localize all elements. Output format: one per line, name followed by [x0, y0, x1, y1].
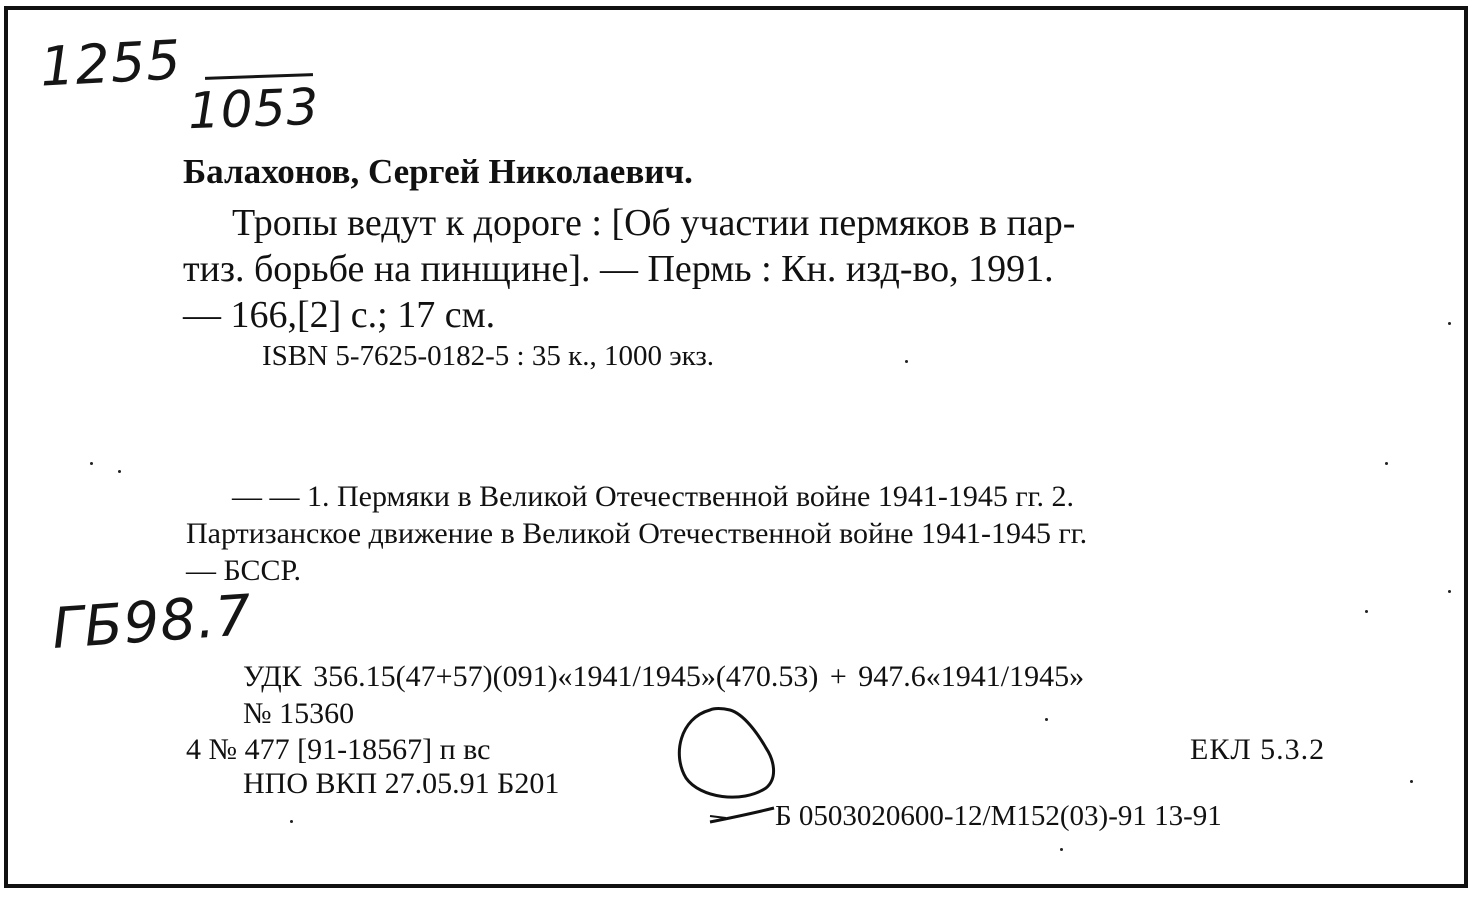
title-line-1: Тропы ведут к дороге : [Об участии пермяков в пар- [232, 202, 1076, 244]
order-line: 4 № 477 [91-18567] п вс [186, 733, 491, 766]
call-number-bottom: 1053 [187, 77, 321, 141]
title-line-2: тиз. борьбе на пинщине]. — Пермь : Кн. изд-во, 1991. [183, 248, 1054, 290]
subject-line-2: Партизанское движение в Великой Отечественной войне 1941-1945 гг. [186, 517, 1088, 550]
subject-line-1: — — 1. Пермяки в Великой Отечественной войне 1941-1945 гг. 2. [232, 480, 1075, 513]
title-line-3: — 166,[2] с.; 17 см. [183, 294, 496, 336]
author-name: Балахонов, Сергей Николаевич. [183, 152, 693, 191]
call-number-bottom-left: ГБ98.7 [49, 583, 255, 662]
udk-line: УДК 356.15(47+57)(091)«1941/1945»(470.53) + 947.6«1941/1945» [243, 660, 1085, 693]
isbn-line: ISBN 5-7625-0182-5 : 35 к., 1000 экз. [262, 340, 715, 372]
subject-line-3: — БССР. [186, 554, 301, 587]
b-code-line: Б 0503020600-12/М152(03)-91 13-91 [775, 800, 1222, 832]
call-number-top: 1255 [38, 28, 183, 99]
stamp-circle-icon [670, 700, 790, 840]
npo-line: НПО ВКП 27.05.91 Б201 [243, 767, 560, 800]
record-number: № 15360 [243, 697, 355, 730]
ekl-code: ЕКЛ 5.3.2 [1190, 733, 1326, 766]
